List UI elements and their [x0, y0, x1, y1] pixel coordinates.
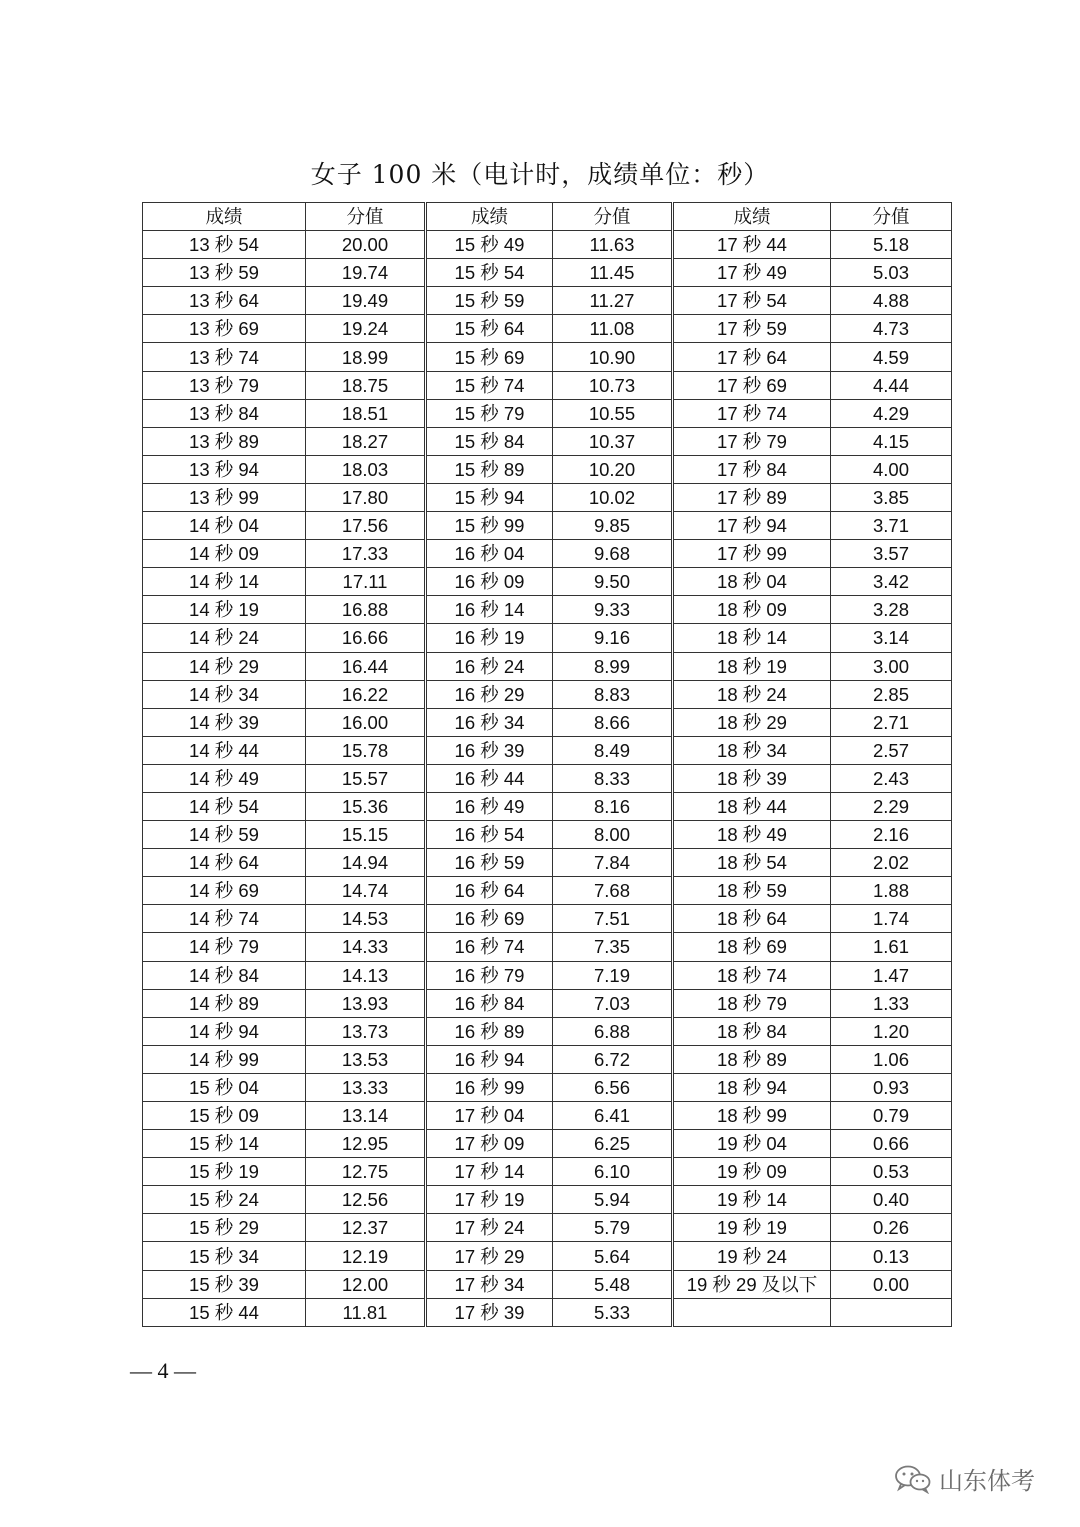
- table-row: [143, 1214, 952, 1242]
- score-cell: 0.40: [831, 1186, 952, 1214]
- score-cell: 12.00: [306, 1270, 426, 1298]
- table-row: [143, 1242, 952, 1270]
- score-cell: 3.85: [831, 483, 952, 511]
- result-cell: 19 秒 09: [673, 1158, 831, 1186]
- result-cell: 15 秒 24: [143, 1186, 306, 1214]
- table-row: [143, 315, 952, 343]
- score-cell: 9.50: [553, 568, 673, 596]
- score-cell: 5.03: [831, 259, 952, 287]
- score-cell: 9.16: [553, 624, 673, 652]
- score-cell: [831, 1298, 952, 1326]
- score-cell: 8.83: [553, 680, 673, 708]
- score-cell: 9.85: [553, 512, 673, 540]
- table-row: [143, 371, 952, 399]
- table-row: [143, 483, 952, 511]
- result-cell: 17 秒 69: [673, 371, 831, 399]
- result-cell: 16 秒 24: [426, 652, 553, 680]
- result-cell: 16 秒 14: [426, 596, 553, 624]
- score-cell: 10.55: [553, 399, 673, 427]
- result-cell: 16 秒 74: [426, 933, 553, 961]
- result-cell: 16 秒 19: [426, 624, 553, 652]
- score-cell: 2.71: [831, 708, 952, 736]
- watermark-text: 山东体考: [939, 1467, 1035, 1495]
- score-cell: 14.94: [306, 849, 426, 877]
- result-cell: 17 秒 24: [426, 1214, 553, 1242]
- score-cell: 12.75: [306, 1158, 426, 1186]
- result-cell: 13 秒 99: [143, 483, 306, 511]
- result-cell: 14 秒 44: [143, 736, 306, 764]
- result-cell: 19 秒 29 及以下: [673, 1270, 831, 1298]
- result-cell: 17 秒 84: [673, 455, 831, 483]
- table-row: [143, 849, 952, 877]
- score-cell: 8.99: [553, 652, 673, 680]
- score-cell: 4.73: [831, 315, 952, 343]
- score-cell: 3.14: [831, 624, 952, 652]
- table-row: [143, 1045, 952, 1073]
- score-cell: 8.33: [553, 764, 673, 792]
- score-cell: 1.88: [831, 877, 952, 905]
- result-cell: 17 秒 04: [426, 1102, 553, 1130]
- score-cell: 0.13: [831, 1242, 952, 1270]
- score-cell: 14.74: [306, 877, 426, 905]
- result-cell: 17 秒 74: [673, 399, 831, 427]
- score-cell: 5.18: [831, 231, 952, 259]
- result-cell: 15 秒 44: [143, 1298, 306, 1326]
- score-cell: 13.93: [306, 989, 426, 1017]
- score-cell: 18.51: [306, 399, 426, 427]
- table-header-row: [143, 203, 952, 231]
- score-cell: 5.94: [553, 1186, 673, 1214]
- result-cell: 17 秒 29: [426, 1242, 553, 1270]
- score-cell: 2.02: [831, 849, 952, 877]
- score-cell: 5.79: [553, 1214, 673, 1242]
- score-cell: 19.74: [306, 259, 426, 287]
- result-cell: 16 秒 79: [426, 961, 553, 989]
- result-cell: 17 秒 44: [673, 231, 831, 259]
- score-cell: 13.53: [306, 1045, 426, 1073]
- result-cell: 16 秒 29: [426, 680, 553, 708]
- score-cell: 1.47: [831, 961, 952, 989]
- table-row: [143, 1158, 952, 1186]
- table-row: [143, 905, 952, 933]
- score-cell: 6.56: [553, 1073, 673, 1101]
- result-cell: 14 秒 19: [143, 596, 306, 624]
- result-cell: 15 秒 39: [143, 1270, 306, 1298]
- result-cell: 15 秒 64: [426, 315, 553, 343]
- result-cell: 18 秒 79: [673, 989, 831, 1017]
- result-cell: 14 秒 29: [143, 652, 306, 680]
- result-cell: 15 秒 29: [143, 1214, 306, 1242]
- score-cell: 11.63: [553, 231, 673, 259]
- score-cell: 16.22: [306, 680, 426, 708]
- result-cell: 19 秒 24: [673, 1242, 831, 1270]
- result-cell: 16 秒 09: [426, 568, 553, 596]
- result-cell: 14 秒 49: [143, 764, 306, 792]
- result-cell: 15 秒 54: [426, 259, 553, 287]
- result-cell: 13 秒 74: [143, 343, 306, 371]
- score-cell: 1.06: [831, 1045, 952, 1073]
- score-cell: 5.33: [553, 1298, 673, 1326]
- score-cell: 6.41: [553, 1102, 673, 1130]
- table-row: [143, 680, 952, 708]
- score-cell: 7.03: [553, 989, 673, 1017]
- score-cell: 20.00: [306, 231, 426, 259]
- table-row: [143, 287, 952, 315]
- page-title: 女子 100 米（电计时，成绩单位：秒）: [310, 160, 770, 189]
- score-cell: 5.64: [553, 1242, 673, 1270]
- result-cell: 14 秒 79: [143, 933, 306, 961]
- score-cell: 14.13: [306, 961, 426, 989]
- result-cell: 16 秒 59: [426, 849, 553, 877]
- result-cell: 15 秒 89: [426, 455, 553, 483]
- column-header: 成绩: [673, 203, 831, 231]
- score-cell: 13.33: [306, 1073, 426, 1101]
- score-cell: 2.29: [831, 792, 952, 820]
- result-cell: 15 秒 94: [426, 483, 553, 511]
- score-cell: 15.15: [306, 821, 426, 849]
- table-row: [143, 708, 952, 736]
- result-cell: 16 秒 89: [426, 1017, 553, 1045]
- table-row: [143, 512, 952, 540]
- score-cell: 11.08: [553, 315, 673, 343]
- result-cell: [673, 1298, 831, 1326]
- result-cell: 17 秒 99: [673, 540, 831, 568]
- score-cell: 11.27: [553, 287, 673, 315]
- result-cell: 16 秒 69: [426, 905, 553, 933]
- score-cell: 7.84: [553, 849, 673, 877]
- score-cell: 14.53: [306, 905, 426, 933]
- score-cell: 4.88: [831, 287, 952, 315]
- table-row: [143, 399, 952, 427]
- result-cell: 18 秒 09: [673, 596, 831, 624]
- score-cell: 17.56: [306, 512, 426, 540]
- score-cell: 8.16: [553, 792, 673, 820]
- column-header: 成绩: [426, 203, 553, 231]
- score-cell: 17.80: [306, 483, 426, 511]
- result-cell: 13 秒 69: [143, 315, 306, 343]
- score-cell: 10.37: [553, 427, 673, 455]
- result-cell: 17 秒 39: [426, 1298, 553, 1326]
- score-cell: 9.68: [553, 540, 673, 568]
- score-cell: 15.57: [306, 764, 426, 792]
- result-cell: 17 秒 14: [426, 1158, 553, 1186]
- table-row: [143, 596, 952, 624]
- result-cell: 18 秒 24: [673, 680, 831, 708]
- table-row: [143, 1017, 952, 1045]
- result-cell: 18 秒 99: [673, 1102, 831, 1130]
- score-cell: 7.51: [553, 905, 673, 933]
- result-cell: 18 秒 89: [673, 1045, 831, 1073]
- score-cell: 3.28: [831, 596, 952, 624]
- result-cell: 18 秒 74: [673, 961, 831, 989]
- result-cell: 14 秒 94: [143, 1017, 306, 1045]
- table-row: [143, 1102, 952, 1130]
- score-cell: 9.33: [553, 596, 673, 624]
- table-row: [143, 231, 952, 259]
- result-cell: 18 秒 34: [673, 736, 831, 764]
- result-cell: 13 秒 89: [143, 427, 306, 455]
- table-row: [143, 877, 952, 905]
- page-number: — 4 —: [130, 1358, 196, 1383]
- result-cell: 14 秒 54: [143, 792, 306, 820]
- score-table: [142, 202, 952, 1327]
- score-cell: 7.35: [553, 933, 673, 961]
- score-cell: 8.66: [553, 708, 673, 736]
- table-row: [143, 427, 952, 455]
- score-cell: 4.29: [831, 399, 952, 427]
- score-cell: 1.61: [831, 933, 952, 961]
- result-cell: 14 秒 74: [143, 905, 306, 933]
- score-cell: 18.75: [306, 371, 426, 399]
- result-cell: 13 秒 64: [143, 287, 306, 315]
- result-cell: 17 秒 19: [426, 1186, 553, 1214]
- score-cell: 0.93: [831, 1073, 952, 1101]
- table-row: [143, 540, 952, 568]
- result-cell: 15 秒 09: [143, 1102, 306, 1130]
- result-cell: 14 秒 24: [143, 624, 306, 652]
- table-row: [143, 1130, 952, 1158]
- result-cell: 15 秒 84: [426, 427, 553, 455]
- score-cell: 10.73: [553, 371, 673, 399]
- score-cell: 15.36: [306, 792, 426, 820]
- score-cell: 14.33: [306, 933, 426, 961]
- table-row: [143, 455, 952, 483]
- score-cell: 6.88: [553, 1017, 673, 1045]
- result-cell: 14 秒 69: [143, 877, 306, 905]
- result-cell: 14 秒 09: [143, 540, 306, 568]
- result-cell: 15 秒 19: [143, 1158, 306, 1186]
- score-cell: 2.16: [831, 821, 952, 849]
- result-cell: 18 秒 29: [673, 708, 831, 736]
- table-row: [143, 961, 952, 989]
- result-cell: 17 秒 59: [673, 315, 831, 343]
- result-cell: 14 秒 04: [143, 512, 306, 540]
- score-cell: 17.11: [306, 568, 426, 596]
- result-cell: 15 秒 04: [143, 1073, 306, 1101]
- result-cell: 15 秒 34: [143, 1242, 306, 1270]
- table-row: [143, 821, 952, 849]
- table-row: [143, 736, 952, 764]
- result-cell: 13 秒 84: [143, 399, 306, 427]
- score-cell: 15.78: [306, 736, 426, 764]
- score-cell: 0.00: [831, 1270, 952, 1298]
- result-cell: 17 秒 64: [673, 343, 831, 371]
- score-cell: 3.57: [831, 540, 952, 568]
- result-cell: 18 秒 39: [673, 764, 831, 792]
- score-cell: 6.72: [553, 1045, 673, 1073]
- result-cell: 18 秒 54: [673, 849, 831, 877]
- score-cell: 8.49: [553, 736, 673, 764]
- table-row: [143, 1298, 952, 1326]
- score-cell: 5.48: [553, 1270, 673, 1298]
- score-cell: 4.15: [831, 427, 952, 455]
- score-cell: 0.66: [831, 1130, 952, 1158]
- result-cell: 13 秒 94: [143, 455, 306, 483]
- result-cell: 18 秒 44: [673, 792, 831, 820]
- score-cell: 4.44: [831, 371, 952, 399]
- result-cell: 16 秒 99: [426, 1073, 553, 1101]
- score-cell: 0.79: [831, 1102, 952, 1130]
- result-cell: 17 秒 89: [673, 483, 831, 511]
- score-cell: 0.26: [831, 1214, 952, 1242]
- table-row: [143, 568, 952, 596]
- result-cell: 13 秒 59: [143, 259, 306, 287]
- result-cell: 19 秒 04: [673, 1130, 831, 1158]
- score-cell: 12.95: [306, 1130, 426, 1158]
- score-cell: 3.42: [831, 568, 952, 596]
- result-cell: 18 秒 49: [673, 821, 831, 849]
- result-cell: 15 秒 74: [426, 371, 553, 399]
- result-cell: 17 秒 09: [426, 1130, 553, 1158]
- score-cell: 16.66: [306, 624, 426, 652]
- score-cell: 10.20: [553, 455, 673, 483]
- table-row: [143, 933, 952, 961]
- result-cell: 14 秒 59: [143, 821, 306, 849]
- score-cell: 7.68: [553, 877, 673, 905]
- score-cell: 19.24: [306, 315, 426, 343]
- result-cell: 14 秒 84: [143, 961, 306, 989]
- table-row: [143, 259, 952, 287]
- result-cell: 17 秒 79: [673, 427, 831, 455]
- result-cell: 17 秒 94: [673, 512, 831, 540]
- score-cell: 18.03: [306, 455, 426, 483]
- result-cell: 16 秒 04: [426, 540, 553, 568]
- result-cell: 17 秒 49: [673, 259, 831, 287]
- result-cell: 18 秒 59: [673, 877, 831, 905]
- result-cell: 16 秒 49: [426, 792, 553, 820]
- result-cell: 16 秒 44: [426, 764, 553, 792]
- watermark: [893, 1461, 1035, 1496]
- column-header: 分值: [553, 203, 673, 231]
- score-cell: 16.00: [306, 708, 426, 736]
- result-cell: 15 秒 79: [426, 399, 553, 427]
- column-header: 分值: [831, 203, 952, 231]
- table-row: [143, 652, 952, 680]
- result-cell: 15 秒 49: [426, 231, 553, 259]
- result-cell: 18 秒 69: [673, 933, 831, 961]
- table-row: [143, 624, 952, 652]
- result-cell: 13 秒 54: [143, 231, 306, 259]
- result-cell: 18 秒 04: [673, 568, 831, 596]
- wechat-icon: [893, 1464, 933, 1494]
- score-cell: 4.00: [831, 455, 952, 483]
- score-cell: 18.27: [306, 427, 426, 455]
- result-cell: 18 秒 64: [673, 905, 831, 933]
- result-cell: 13 秒 79: [143, 371, 306, 399]
- result-cell: 14 秒 99: [143, 1045, 306, 1073]
- table-row: [143, 989, 952, 1017]
- score-cell: 19.49: [306, 287, 426, 315]
- score-cell: 11.81: [306, 1298, 426, 1326]
- result-cell: 16 秒 54: [426, 821, 553, 849]
- result-cell: 14 秒 64: [143, 849, 306, 877]
- score-cell: 12.56: [306, 1186, 426, 1214]
- table-row: [143, 764, 952, 792]
- result-cell: 19 秒 19: [673, 1214, 831, 1242]
- score-cell: 1.33: [831, 989, 952, 1017]
- result-cell: 16 秒 39: [426, 736, 553, 764]
- result-cell: 18 秒 14: [673, 624, 831, 652]
- result-cell: 16 秒 34: [426, 708, 553, 736]
- score-cell: 2.43: [831, 764, 952, 792]
- score-cell: 1.20: [831, 1017, 952, 1045]
- result-cell: 17 秒 54: [673, 287, 831, 315]
- table-row: [143, 1073, 952, 1101]
- score-cell: 7.19: [553, 961, 673, 989]
- score-cell: 18.99: [306, 343, 426, 371]
- result-cell: 14 秒 39: [143, 708, 306, 736]
- result-cell: 15 秒 59: [426, 287, 553, 315]
- score-cell: 12.37: [306, 1214, 426, 1242]
- score-cell: 16.44: [306, 652, 426, 680]
- result-cell: 14 秒 14: [143, 568, 306, 596]
- score-cell: 3.00: [831, 652, 952, 680]
- score-cell: 2.85: [831, 680, 952, 708]
- result-cell: 19 秒 14: [673, 1186, 831, 1214]
- score-cell: 17.33: [306, 540, 426, 568]
- score-cell: 8.00: [553, 821, 673, 849]
- score-cell: 12.19: [306, 1242, 426, 1270]
- result-cell: 18 秒 84: [673, 1017, 831, 1045]
- score-cell: 3.71: [831, 512, 952, 540]
- score-cell: 6.10: [553, 1158, 673, 1186]
- table-row: [143, 343, 952, 371]
- score-cell: 13.73: [306, 1017, 426, 1045]
- score-cell: 1.74: [831, 905, 952, 933]
- table-row: [143, 792, 952, 820]
- score-cell: 13.14: [306, 1102, 426, 1130]
- result-cell: 18 秒 94: [673, 1073, 831, 1101]
- score-cell: 4.59: [831, 343, 952, 371]
- result-cell: 16 秒 84: [426, 989, 553, 1017]
- result-cell: 15 秒 14: [143, 1130, 306, 1158]
- score-cell: 0.53: [831, 1158, 952, 1186]
- result-cell: 14 秒 34: [143, 680, 306, 708]
- score-cell: 10.02: [553, 483, 673, 511]
- score-cell: 16.88: [306, 596, 426, 624]
- result-cell: 17 秒 34: [426, 1270, 553, 1298]
- column-header: 分值: [306, 203, 426, 231]
- result-cell: 16 秒 64: [426, 877, 553, 905]
- result-cell: 18 秒 19: [673, 652, 831, 680]
- result-cell: 16 秒 94: [426, 1045, 553, 1073]
- score-cell: 11.45: [553, 259, 673, 287]
- score-cell: 6.25: [553, 1130, 673, 1158]
- score-cell: 10.90: [553, 343, 673, 371]
- table-row: [143, 1186, 952, 1214]
- column-header: 成绩: [143, 203, 306, 231]
- score-cell: 2.57: [831, 736, 952, 764]
- result-cell: 15 秒 99: [426, 512, 553, 540]
- score-table-body: [143, 231, 952, 1327]
- result-cell: 15 秒 69: [426, 343, 553, 371]
- table-row: [143, 1270, 952, 1298]
- result-cell: 14 秒 89: [143, 989, 306, 1017]
